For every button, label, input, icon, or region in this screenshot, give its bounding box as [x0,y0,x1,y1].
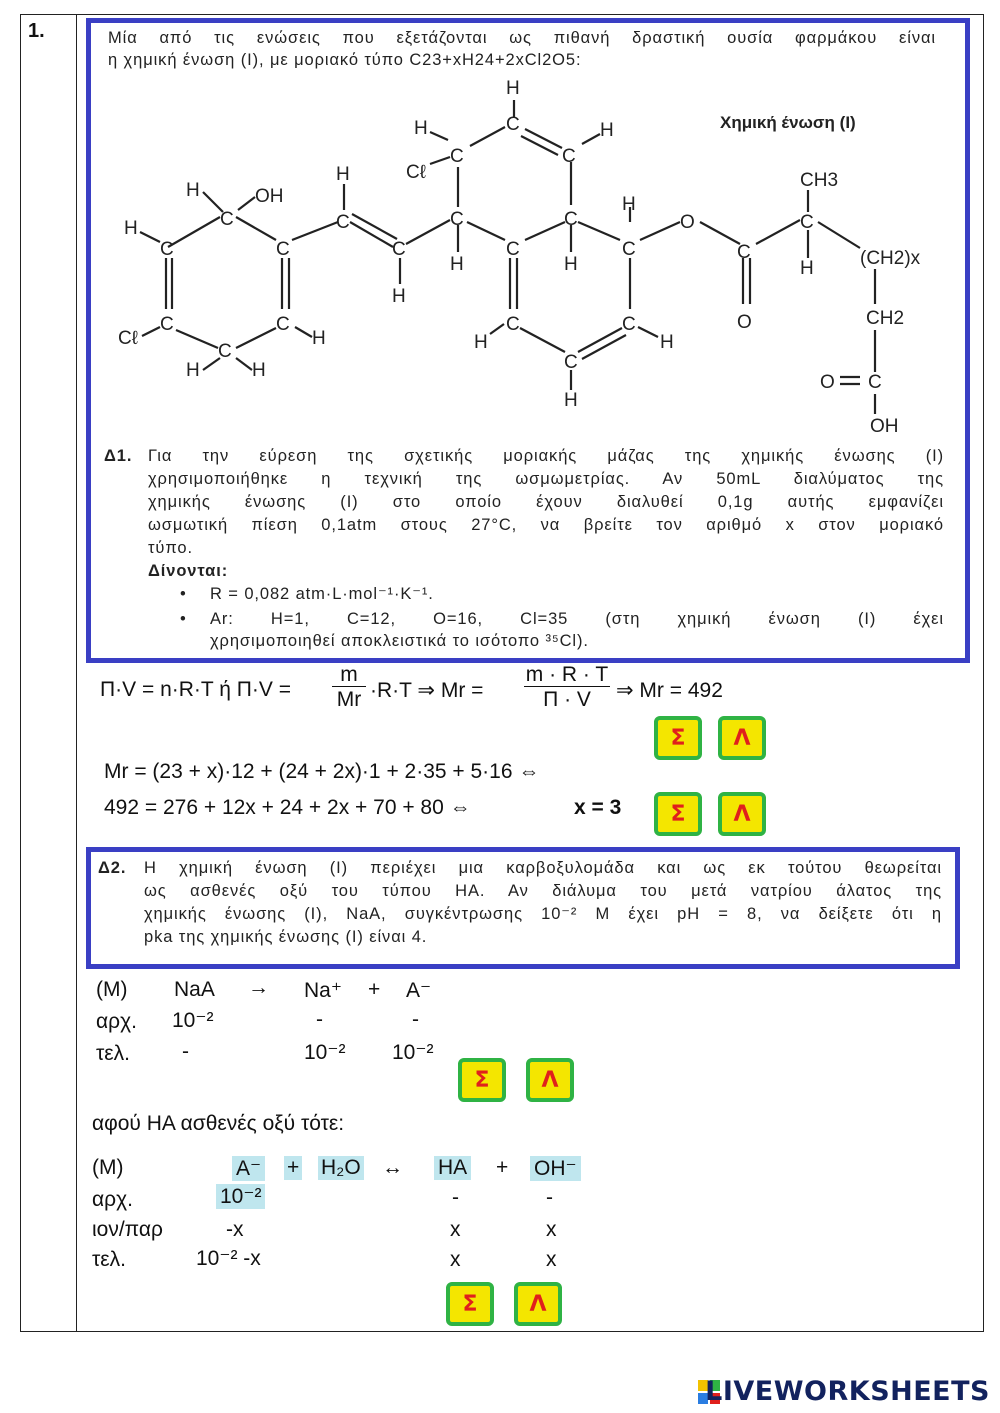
atom-c: C [622,314,636,335]
atom-c: C [218,341,232,362]
d2-line-3: χημικής ένωσης (Ι), ΝaA, συγκέντρωσης 10⁻² Μ έχει pH = 8, να δείξετε ότι η [144,905,942,923]
intro-line-2: η χημική ένωση (Ι), με μοριακό τύπο C23+xH24+2xCl2O5: [108,51,582,69]
d1-line-1: Για την εύρεση της σχετικής μοριακής μάζας της χημικής ένωσης (Ι) [148,447,944,465]
d2-line-1: Η χημική ένωση (Ι) περιέχει μια καρβοξυλομάδα και ως εκ τούτου θεωρείται [144,859,942,877]
table2-plus: + [284,1156,302,1180]
solution-eq1-part-a: Π·V = n·R·T ή Π·V = [100,678,291,701]
table1-arrow: → [248,976,269,999]
question-number: 1. [28,20,45,42]
table1-cell: 10⁻² [304,1041,346,1064]
d2-line-4: pka της χημικής ένωσης (Ι) είναι 4. [144,928,428,946]
atom-h: H [124,218,138,239]
bullet-2a: Ar: H=1, C=12, O=16, Cl=35 (στη χημική ένωση (Ι) έχει [210,610,944,628]
bullet-dot: • [180,585,187,603]
atom-c: C [506,239,520,260]
sigma-button[interactable]: Σ [446,1282,494,1326]
atom-oh: OH [870,416,899,437]
atom-cl: Cℓ [118,328,138,349]
lambda-button[interactable]: Λ [718,792,766,836]
fraction-numerator: m · R · T [525,663,609,686]
table2-cell: x [546,1248,557,1271]
atom-h: H [186,360,200,381]
atom-c: C [622,239,636,260]
atom-h: H [392,286,406,307]
table2-oh-ion: OH⁻ [530,1156,581,1181]
structure-caption: Χημική ένωση (Ι) [720,113,856,132]
bullet-2b: χρησιμοποιηθεί αποκλειστικά το ισότοπο ³⁵Cl). [210,632,589,650]
given-label: Δίνονται: [148,562,229,580]
atom-c: C [450,146,464,167]
fraction-m-over-mr [332,664,366,713]
bullet-1: R = 0,082 atm·L·mol⁻¹·K⁻¹. [210,585,434,603]
atom-c: C [564,352,578,373]
solution-x-result: x = 3 [574,796,622,819]
table1-na-ion: Na⁺ [304,979,342,1002]
atom-h: H [450,254,464,275]
lambda-button[interactable]: Λ [718,716,766,760]
d2-line-2: ως ασθενές οξύ του τύπου ΗΑ. Αν διάλυμα του μετά νατρίου άλατος της [144,882,942,900]
table2-a-ion: A⁻ [232,1156,265,1181]
table2-cell: x [450,1248,461,1271]
table1-a-ion: A⁻ [406,979,432,1002]
atom-cl: Cℓ [406,162,426,183]
table2-row-label: αρχ. [92,1188,133,1211]
atom-c: C [450,209,464,230]
fraction-denominator: Mr [336,688,362,711]
sigma-button[interactable]: Σ [654,792,702,836]
fraction-denominator: Π · V [543,688,591,711]
sigma-button[interactable]: Σ [654,716,702,760]
solution-eq2: Mr = (23 + x)·12 + (24 + 2x)·1 + 2·35 + 5·16 ⇔ [104,760,540,783]
solution-eq1-result: ⇒ Mr = 492 [616,679,723,702]
table1-cell: - [316,1008,323,1031]
atom-h: H [622,194,636,215]
atom-o: O [680,212,695,233]
atom-h: H [564,254,578,275]
atom-oh: OH [255,186,284,207]
table1-naa: NaA [174,978,215,1001]
lambda-button[interactable]: Λ [526,1058,574,1102]
solution-eq3: 492 = 276 + 12x + 24 + 2x + 70 + 80 ⇔ [104,796,471,819]
table2-water: H₂O [318,1156,364,1180]
atom-c: C [737,242,751,263]
atom-c: C [220,209,234,230]
atom-c: C [160,239,174,260]
table2-cell: 10⁻² -x [196,1247,261,1270]
atom-c: C [506,114,520,135]
atom-c: C [562,146,576,167]
atom-c: C [800,212,814,233]
table2-equilibrium-arrow: ↔ [382,1156,403,1179]
atom-h: H [660,332,674,353]
atom-c: C [160,314,174,335]
table1-row-label: τελ. [96,1042,130,1065]
atom-c: C [392,239,406,260]
fraction-numerator: m [332,664,366,687]
atom-h: H [252,360,266,381]
lambda-button[interactable]: Λ [514,1282,562,1326]
table2-cell: - [452,1186,459,1209]
atom-o: O [820,372,835,393]
atom-h: H [312,328,326,349]
table2-cell: x [450,1218,461,1241]
atom-c: C [564,209,578,230]
table1-cell: - [182,1040,189,1063]
fraction-mrt-over-pv [524,664,610,713]
atom-h: H [186,180,200,201]
atom-c: C [868,372,882,393]
atom-h: H [800,258,814,279]
d2-label: Δ2. [98,859,127,877]
table1-cell: - [412,1008,419,1031]
table1-row-label: αρχ. [96,1010,137,1033]
atom-o: O [737,312,752,333]
table2-cell: 10⁻² [216,1184,265,1209]
d1-line-3: χημικής ένωσης (Ι) στο οποίο έχουν διαλυθεί 0,1g αυτής εμφανίζει [148,493,944,511]
table1-unit: (M) [96,978,128,1001]
atom-ch3: CH3 [800,170,839,191]
atom-c: C [336,212,350,233]
table2-unit: (M) [92,1156,124,1179]
table2-cell: -x [226,1218,244,1241]
solution-eq1-part-b: ·R·T ⇒ Mr = [370,679,484,702]
table2-row-label: ιον/παρ [92,1218,163,1241]
table1-plus: + [368,978,381,1001]
table1-cell: 10⁻² [172,1009,214,1032]
atom-c: C [276,314,290,335]
sigma-button[interactable]: Σ [458,1058,506,1102]
atom-c: C [506,314,520,335]
atom-ch2: CH2 [866,308,905,329]
d1-line-2: χρησιμοποιήθηκε η τεχνική της ωσμωμετρίας. Αν 50mL διαλύματος της [148,470,944,488]
table2-row-label: τελ. [92,1248,126,1271]
atom-c: C [276,239,290,260]
liveworksheets-logo-text: LIVEWORKSHEETS [705,1376,990,1407]
atom-h: H [336,164,350,185]
atom-h: H [600,120,614,141]
column-divider [76,14,77,1332]
table2-ha: HA [434,1156,471,1180]
atom-h: H [564,390,578,411]
d1-label: Δ1. [104,447,133,465]
atom-h: H [414,118,428,139]
atom-ch2x: (CH2)x [860,248,921,269]
chemical-structure-diagram [100,72,960,442]
table1-cell: 10⁻² [392,1041,434,1064]
weak-acid-text: αφού ΗΑ ασθενές οξύ τότε: [92,1112,345,1135]
intro-line-1: Μία από τις ενώσεις που εξετάζονται ως πιθανή δραστική ουσία φαρμάκου είναι [108,29,936,47]
table2-plus: + [496,1156,509,1179]
bullet-dot: • [180,610,187,628]
atom-h: H [474,332,488,353]
atom-h: H [506,78,520,99]
d1-line-4: ωσμωτική πίεση 0,1atm στους 27°C, να βρείτε τον αριθμό x στον μοριακό [148,516,944,534]
d1-line-5: τύπο. [148,539,193,557]
table2-cell: - [546,1186,553,1209]
table2-cell: x [546,1218,557,1241]
